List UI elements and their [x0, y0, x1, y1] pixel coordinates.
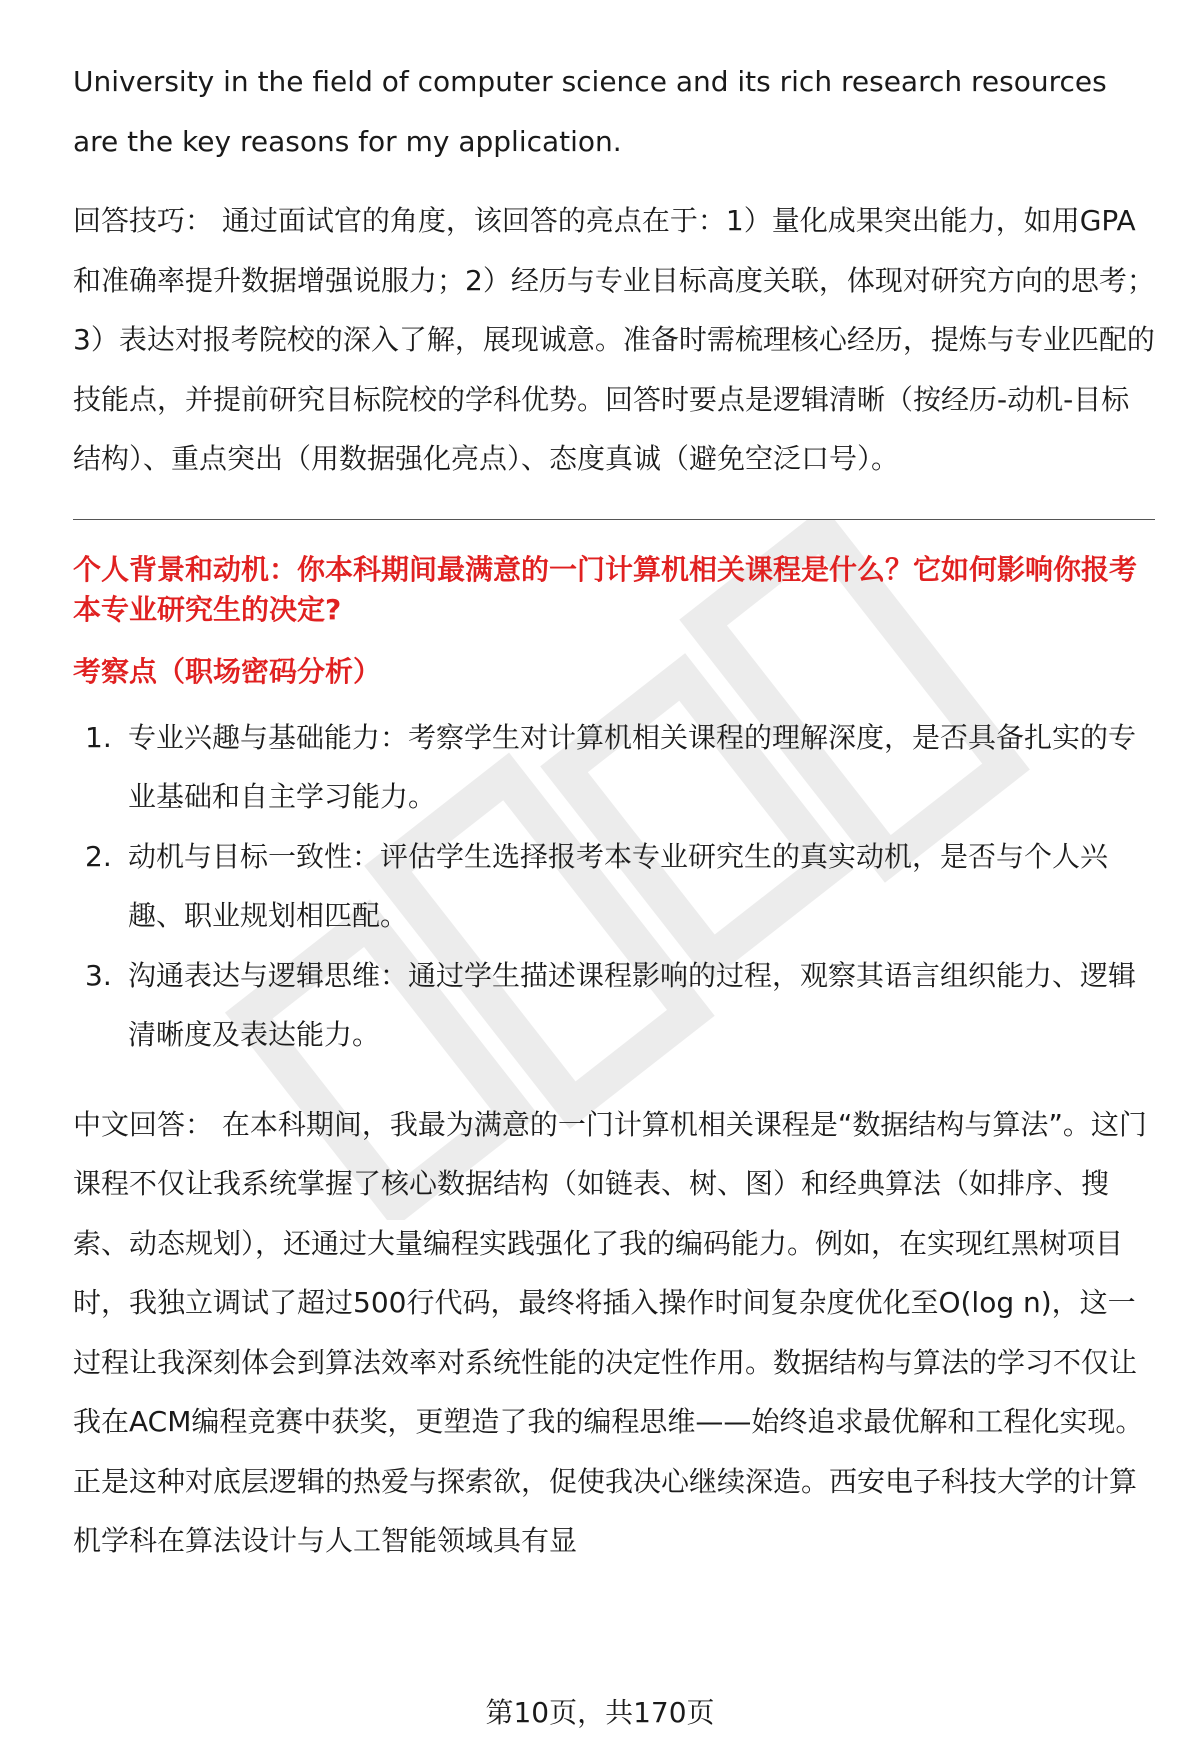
list-item-number: 2. [85, 839, 112, 873]
list-item-text: 沟通表达与逻辑思维：通过学生描述课程影响的过程，观察其语言组织能力、逻辑清晰度及表达能力。 [128, 958, 1137, 1051]
list-item-number: 1. [85, 720, 112, 754]
section-divider [73, 519, 1155, 520]
list-item [73, 827, 1155, 946]
list-item-text: 动机与目标一致性：评估学生选择报考本专业研究生的真实动机，是否与个人兴趣、职业规划相匹配。 [128, 839, 1109, 932]
intro-english-paragraph: University in the field of computer science and its rich research resources are the key reasons for my application. [73, 65, 1107, 158]
list-item [73, 946, 1155, 1065]
list-item [73, 708, 1155, 827]
page-number-footer: 第10页，共170页 [485, 1696, 715, 1729]
interview-question: 个人背景和动机：你本科期间最满意的一门计算机相关课程是什么？它如何影响你报考本专业研究生的决定? [73, 552, 1138, 626]
document-content [73, 52, 1155, 1571]
assessment-points-list [73, 708, 1155, 1065]
list-item-text: 专业兴趣与基础能力：考察学生对计算机相关课程的理解深度，是否具备扎实的专业基础和自主学习能力。 [128, 720, 1137, 813]
answer-tips-paragraph: 回答技巧： 通过面试官的角度，该回答的亮点在于：1）量化成果突出能力，如用GPA和准确率提升数据增强说服力；2）经历与专业目标高度关联，体现对研究方向的思考；3）表达对报考院校的深入了解，展现诚意。准备时需梳理核心经历，提炼与专业匹配的技能点，并提前研究目标院校的学科优势。回答时要点是逻辑清晰（按经历-动机-目标结构）、重点突出（用数据强化亮点）、态度真诚（避免空泛口号）。 [73, 204, 1155, 475]
assessment-points-title: 考察点（职场密码分析） [73, 654, 382, 688]
list-item-number: 3. [85, 958, 112, 992]
chinese-answer-paragraph: 中文回答： 在本科期间，我最为满意的一门计算机相关课程是“数据结构与算法”。这门课程不仅让我系统掌握了核心数据结构（如链表、树、图）和经典算法（如排序、搜索、动态规划），还通过大量编程实践强化了我的编码能力。例如，在实现红黑树项目时，我独立调试了超过500行代码，最终将插入操作时间复杂度优化至O(log n)，这一过程让我深刻体会到算法效率对系统性能的决定性作用。数据结构与算法的学习不仅让我在ACM编程竞赛中获奖，更塑造了我的编程思维——始终追求最优解和工程化实现。正是这种对底层逻辑的热爱与探索欲，促使我决心继续深造。西安电子科技大学的计算机学科在算法设计与人工智能领域具有显 [73, 1107, 1147, 1557]
